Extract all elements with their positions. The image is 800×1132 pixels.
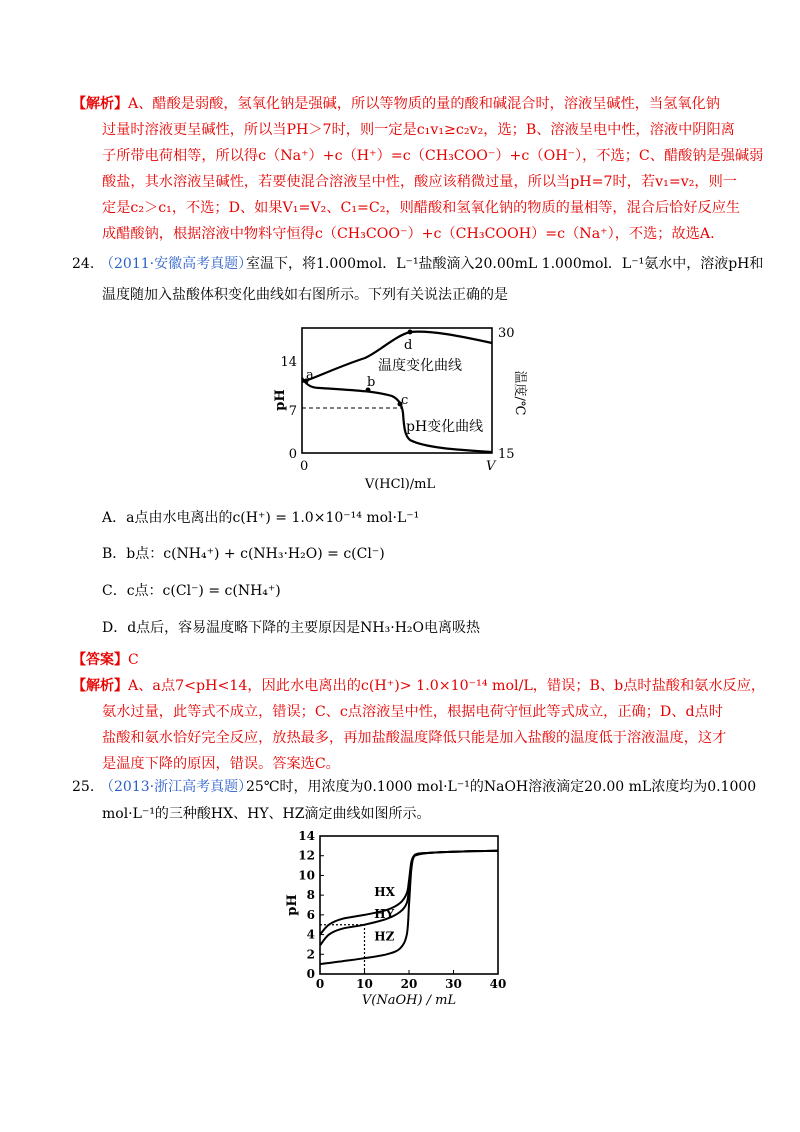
y-tick-label: 4 <box>306 927 315 942</box>
series-label-hz: HZ <box>374 929 395 944</box>
ph-tick-label: 14 <box>280 355 297 370</box>
x-tick-label: V <box>486 459 496 474</box>
question-number: 25. <box>72 779 95 795</box>
question-text: 25℃时，用浓度为0.1000 mol·L⁻¹的NaOH溶液滴定20.00 mL浓度均为0.1000 <box>246 779 757 795</box>
series-label-hx: HX <box>374 885 395 900</box>
analysis-line: 子所带电荷相等，所以得c（Na⁺）+c（H⁺）=c（CH₃COO⁻）+c（OH⁻），不选；C、醋酸钠是强碱弱 <box>102 148 764 164</box>
question-text: mol·L⁻¹的三种酸HX、HY、HZ滴定曲线如图所示。 <box>102 806 431 822</box>
series-label-hy: HY <box>374 906 395 921</box>
point-d-marker <box>408 330 413 335</box>
analysis-line: 是温度下降的原因，错误。答案选C。 <box>102 756 340 772</box>
x-tick-label: 30 <box>445 977 462 991</box>
point-a-label: a <box>306 368 314 383</box>
temperature-curve <box>302 332 492 382</box>
ph-curve <box>302 378 492 452</box>
y-tick-label: 8 <box>306 888 315 903</box>
analysis-line: A、a点7<pH<14，因此水电离出的c(H⁺)> 1.0×10⁻¹⁴ mol/L，错误；B、b点时盐酸和氨水反应， <box>128 678 766 694</box>
point-b-label: b <box>367 375 376 390</box>
ph-temperature-figure <box>270 318 530 490</box>
question-source: （2011·安徽高考真题） <box>100 256 253 272</box>
analysis-tag: 【解析】 <box>72 96 128 112</box>
analysis-line: 酸盐，其水溶液呈碱性，若要使混合溶液呈中性，酸应该稍微过量，所以当pH=7时，若v₁=v₂，则一 <box>102 174 737 190</box>
x-axis-label: V(HCl)/mL <box>364 477 436 490</box>
x-tick-label: 40 <box>489 977 507 991</box>
x-axis-label: V(NaOH) / mL <box>361 993 457 1008</box>
option-a: A．a点由水电离出的c(H⁺) = 1.0×10⁻¹⁴ mol·L⁻¹ <box>102 510 420 526</box>
answer-value: C <box>128 652 139 668</box>
y-tick-label: 6 <box>306 907 315 922</box>
y-tick-label: 10 <box>298 868 315 883</box>
ph-curve-label: pH变化曲线 <box>406 419 484 435</box>
ph-tick-label: 7 <box>288 404 297 419</box>
x-tick-label: 0 <box>300 459 309 474</box>
analysis-line: 定是c₂＞c₁，不选；D、如果V₁=V₂、C₁=C₂，则醋酸和氢氧化钠的物质的量相等，混合后恰好反应生 <box>102 200 741 216</box>
question-number: 24. <box>72 256 95 272</box>
y-tick-label: 2 <box>306 947 315 962</box>
series-line-hz <box>320 851 498 964</box>
ph-axis-label: pH <box>273 389 288 411</box>
option-c: C．c点：c(Cl⁻) = c(NH₄⁺) <box>102 583 281 599</box>
option-d: D．d点后，容易温度略下降的主要原因是NH₃·H₂O电离吸热 <box>102 620 481 636</box>
analysis-line: 过量时溶液更呈碱性，所以当PH＞7时，则一定是c₁v₁≥c₂v₂，选；B、溶液呈电中性，溶液中阴阳离 <box>102 122 735 138</box>
option-b: B．b点：c(NH₄⁺) + c(NH₃·H₂O) = c(Cl⁻) <box>102 546 385 562</box>
question-text: 室温下，将1.000mol．L⁻¹盐酸滴入20.00mL 1.000mol．L⁻¹氨水中，溶液pH和 <box>246 256 764 272</box>
temp-tick-label: 30 <box>498 326 515 341</box>
x-tick-label: 20 <box>400 977 418 991</box>
point-c-label: c <box>401 393 409 408</box>
analysis-line: 氨水过量，此等式不成立，错误；C、c点溶液呈中性，根据电荷守恒此等式成立，正确；D、d点时 <box>102 704 723 720</box>
point-d-label: d <box>404 338 413 353</box>
analysis-line: 盐酸和氨水恰好完全反应，放热最多，再加盐酸温度降低只能是加入盐酸的温度低于溶液温度，这才 <box>102 730 727 746</box>
analysis-tag: 【解析】 <box>72 678 128 694</box>
y-tick-label: 0 <box>306 967 315 981</box>
ph-tick-label: 0 <box>288 447 297 462</box>
temp-tick-label: 15 <box>498 447 515 462</box>
analysis-line: 成醋酸钠，根据溶液中物料守恒得c（CH₃COO⁻）+c（CH₃COOH）=c（Na⁺），不选；故选A. <box>102 226 715 242</box>
x-tick-label: 10 <box>356 977 373 991</box>
y-axis-label: pH <box>285 894 300 916</box>
temp-axis-label: 温度/℃ <box>512 370 527 416</box>
y-tick-label: 12 <box>298 848 315 863</box>
analysis-line: A、醋酸是弱酸，氢氧化钠是强碱，所以等物质的量的酸和碱混合时，溶液呈碱性，当氢氧化钠 <box>128 96 720 112</box>
answer-tag: 【答案】 <box>72 652 128 668</box>
y-tick-label: 14 <box>298 829 315 843</box>
question-text: 温度随加入盐酸体积变化曲线如右图所示。下列有关说法正确的是 <box>102 287 508 303</box>
titration-chart <box>282 828 518 1008</box>
temperature-curve-label: 温度变化曲线 <box>378 358 462 374</box>
x-tick-label: 0 <box>315 977 325 991</box>
question-source: （2013·浙江高考真题） <box>100 779 253 795</box>
